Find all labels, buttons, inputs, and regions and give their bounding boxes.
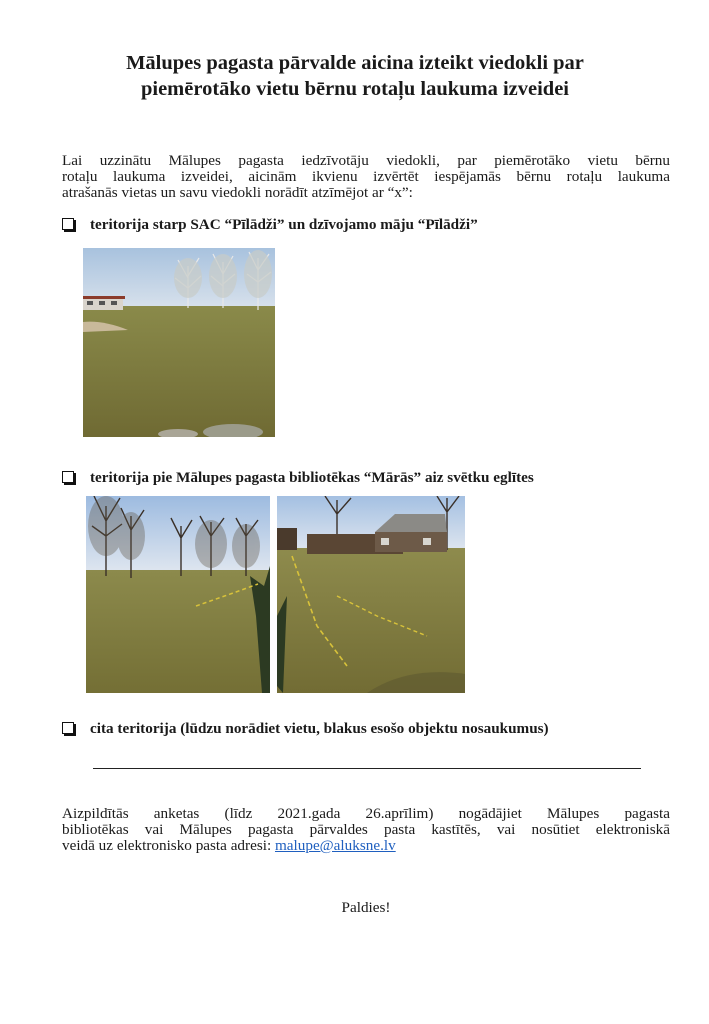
closing-paragraph [62, 806, 670, 854]
option-2[interactable] [62, 469, 534, 487]
option-1[interactable] [62, 216, 478, 234]
closing-line-2: bibliotēkas vai Mālupes pagasta pārvaldes pasta kastītēs, vai nosūtiet elektroniskā [62, 821, 670, 838]
checkbox-option-1[interactable] [62, 218, 74, 230]
option-3-label: cita teritorija (lūdzu norādiet vietu, blakus esošo objektu nosaukumus) [90, 720, 549, 737]
intro-line-1: Lai uzzinātu Mālupes pagasta iedzīvotāju viedokli, par piemērotāko vietu bērnu [62, 152, 670, 169]
photo-piladzi-field [83, 248, 275, 437]
email-link[interactable]: malupe@aluksne.lv [274, 837, 396, 854]
title-line-1: Mālupes pagasta pārvalde aicina izteikt viedokli par [126, 52, 584, 74]
option-3[interactable] [62, 720, 549, 738]
option-1-label: teritorija starp SAC “Pīlādži” un dzīvojamo māju “Pīlādži” [90, 216, 478, 233]
photo-library-field-left [86, 496, 270, 693]
answer-line[interactable] [93, 768, 641, 769]
thanks-text: Paldies! [341, 899, 391, 916]
closing-line-1: Aizpildītās anketas (līdz 2021.gada 26.aprīlim) nogādājiet Mālupes pagasta [62, 805, 670, 822]
intro-paragraph [62, 153, 670, 201]
title-line-2: piemērotāko vietu bērnu rotaļu laukuma izveidei [140, 78, 570, 100]
closing-line-3-text: veidā uz elektronisko pasta adresi: [62, 837, 275, 854]
checkbox-option-3[interactable] [62, 722, 74, 734]
intro-line-3: atrašanās vietas un savu viedokli norādīt atzīmējot ar “x”: [62, 184, 413, 201]
closing-line-3 [62, 838, 670, 854]
checkbox-option-2[interactable] [62, 471, 74, 483]
intro-line-2: rotaļu laukuma izveidei, aicinām ikvienu izvērtēt iespējamās bērnu rotaļu laukuma [62, 168, 670, 185]
page-title [60, 50, 650, 102]
option-2-label: teritorija pie Mālupes pagasta bibliotēkas “Mārās” aiz svētku eglītes [90, 469, 534, 486]
photo-library-field-right [277, 496, 465, 693]
